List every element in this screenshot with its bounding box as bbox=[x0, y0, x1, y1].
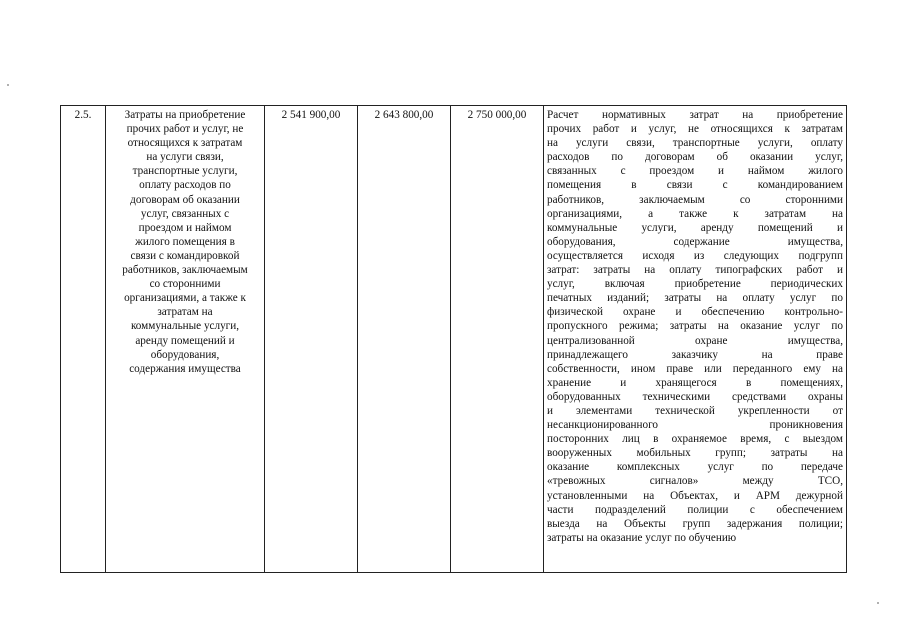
description-cell bbox=[544, 106, 847, 573]
value-cell-2: 2 643 800,00 bbox=[358, 106, 451, 573]
description-line: «тревожных сигналов» между ТСО, bbox=[547, 475, 843, 488]
description-line: выезда на Объекты групп задержания полиции; bbox=[547, 517, 843, 530]
description-line: вооруженных мобильных групп; затраты на bbox=[547, 447, 843, 460]
description-line: физической охране и обеспечению контрольно- bbox=[547, 306, 843, 319]
cost-name-cell bbox=[106, 106, 265, 573]
description-line: затрат: затраты на оплату типографских работ и bbox=[547, 264, 843, 277]
description-line: организациями, а также к затратам на bbox=[547, 207, 843, 220]
description-line: части подразделений полиции с обеспечением bbox=[547, 503, 843, 516]
description-line: работников, заключаемым со сторонними bbox=[547, 193, 843, 206]
description-line: посторонних лиц в охраняемое время, с выездом bbox=[547, 433, 843, 446]
cost-name-line: жилого помещения в bbox=[135, 235, 235, 248]
scan-speck-mark bbox=[7, 84, 9, 86]
scan-speck-mark bbox=[877, 602, 879, 604]
cost-name-line: относящихся к затратам bbox=[127, 137, 243, 150]
description-line: оборудованных техническими средствами охраны bbox=[547, 390, 843, 403]
cost-name-line: коммунальные услуги, bbox=[130, 320, 240, 333]
cost-name-line: оборудования, bbox=[150, 348, 220, 361]
description-line: несанкционированного проникновения bbox=[547, 419, 843, 432]
cost-name-line: аренду помещений и bbox=[135, 334, 235, 347]
description-line: услуг, включая приобретение периодических bbox=[547, 278, 843, 291]
cost-name-line: затратам на bbox=[157, 306, 213, 319]
description-line: пропускного режима; затраты на оказание услуг по bbox=[547, 320, 843, 333]
description-line: централизованной охране имущества, bbox=[547, 334, 843, 347]
description-line: коммунальные услуги, аренду помещений и bbox=[547, 221, 843, 234]
cost-name-line: оплату расходов по bbox=[139, 179, 231, 192]
cost-table bbox=[60, 105, 847, 573]
description-line: установленными на Объектах, и АРМ дежурной bbox=[547, 489, 843, 502]
cost-name-line: проездом и наймом bbox=[138, 221, 232, 234]
description-line: принадлежащего заказчику на праве bbox=[547, 348, 843, 361]
value-cell-3: 2 750 000,00 bbox=[451, 106, 544, 573]
cost-name-line: транспортные услуги, bbox=[132, 165, 238, 178]
description-line: печатных изданий; затраты на оплату услуг по bbox=[547, 292, 843, 305]
description-line: и элементами технической укрепленности от bbox=[547, 404, 843, 417]
cost-name-line: организациями, а также к bbox=[124, 292, 246, 305]
cost-name-line: содержания имущества bbox=[129, 362, 241, 375]
cost-name-line: связи с командировкой bbox=[130, 249, 240, 262]
description-line: расходов по договорам об оказании услуг, bbox=[547, 151, 843, 164]
description-line: связанных с проездом и наймом жилого bbox=[547, 165, 843, 178]
description-line: хранение и хранящегося в помещениях, bbox=[547, 376, 843, 389]
cost-name-line: договорам об оказании bbox=[130, 193, 240, 206]
cost-name-line: прочих работ и услуг, не bbox=[126, 123, 244, 136]
description-line: собственности, ином праве или переданного ему на bbox=[547, 362, 843, 375]
description-line: прочих работ и услуг, не относящихся к затратам bbox=[547, 123, 843, 136]
description-line: оказание комплексных услуг по передаче bbox=[547, 461, 843, 474]
cost-name-line: на услуги связи, bbox=[146, 151, 224, 164]
description-line: затраты на оказание услуг по обучению bbox=[547, 531, 737, 544]
cost-name-line: со сторонними bbox=[149, 278, 221, 291]
description-line: помещения в связи с командированием bbox=[547, 179, 843, 192]
value-cell-1: 2 541 900,00 bbox=[265, 106, 358, 573]
table-row bbox=[61, 106, 847, 573]
description-line: Расчет нормативных затрат на приобретение bbox=[547, 109, 843, 121]
description-line: оборудования, содержание имущества, bbox=[547, 235, 843, 248]
cost-name-line: Затраты на приобретение bbox=[124, 109, 246, 121]
cost-name-line: услуг, связанных с bbox=[140, 207, 230, 220]
description-line: осуществляется исходя из следующих подгрупп bbox=[547, 249, 843, 262]
row-number-cell: 2.5. bbox=[61, 106, 106, 573]
cost-name-line: работников, заключаемым bbox=[122, 264, 248, 277]
description-line: на услуги связи, транспортные услуги, оплату bbox=[547, 137, 843, 150]
